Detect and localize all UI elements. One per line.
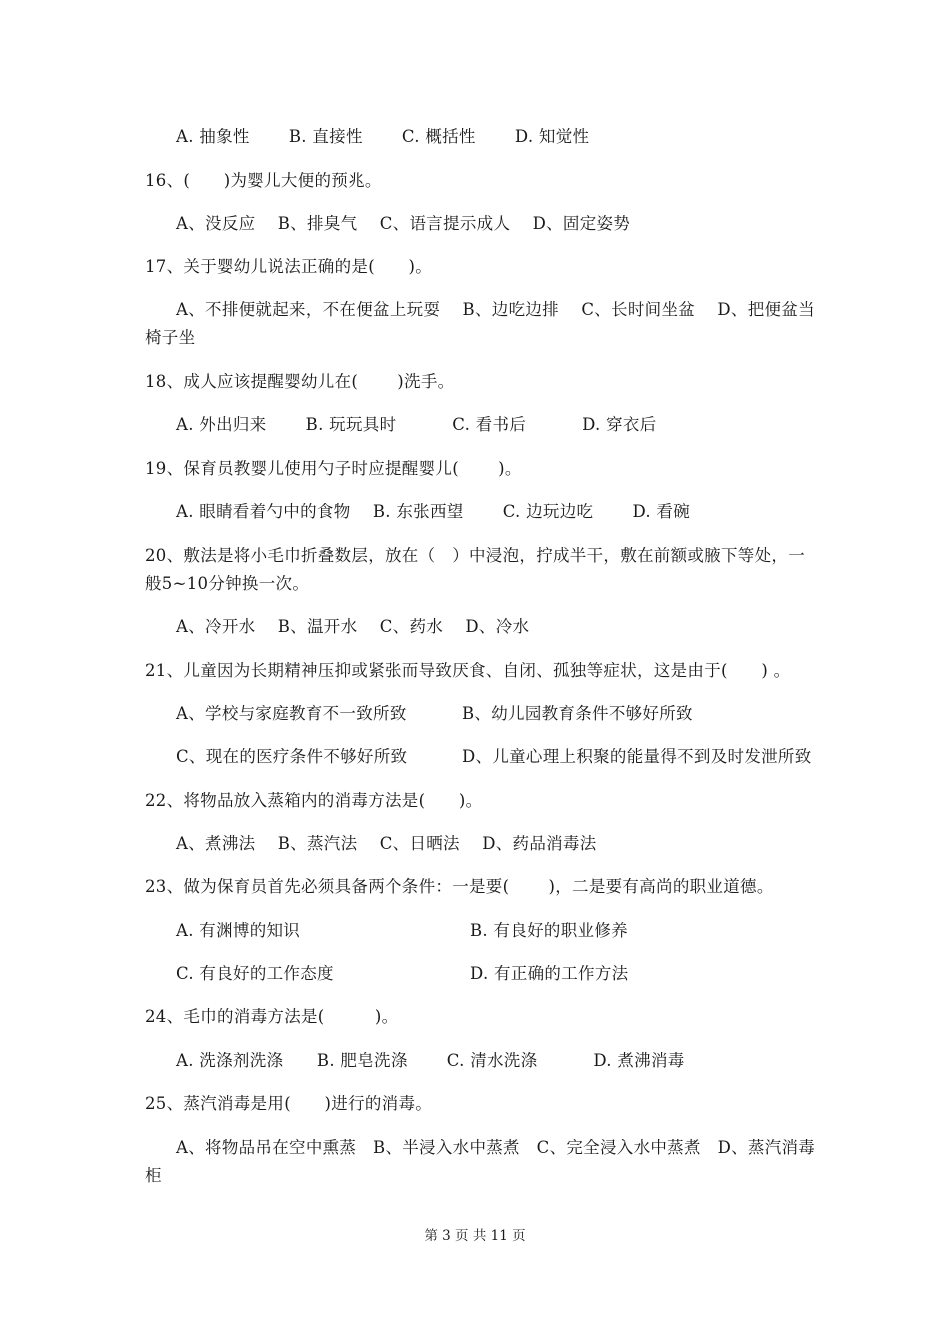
question-21-option-a: A、学校与家庭教育不一致所致 (176, 704, 407, 723)
question-18: 18、成人应该提醒婴幼儿在( )洗手。 (145, 372, 455, 391)
question-19: 19、保育员教婴儿使用勺子时应提醒婴儿( )。 (145, 459, 522, 478)
question-19-options: A. 眼睛看着勺中的食物 B. 东张西望 C. 边玩边吃 D. 看碗 (176, 502, 691, 521)
question-23-option-c: C. 有良好的工作态度 (176, 964, 334, 983)
question-20-continued: 般5~10分钟换一次。 (145, 574, 310, 593)
question-23-option-a: A. 有渊博的知识 (176, 921, 301, 940)
question-25-options-continued: 柜 (145, 1166, 162, 1185)
question-18-options: A. 外出归来 B. 玩玩具时 C. 看书后 D. 穿衣后 (176, 415, 657, 434)
question-21: 21、儿童因为长期精神压抑或紧张而导致厌食、自闭、孤独等症状，这是由于( ) 。 (145, 661, 791, 680)
question-20-options: A、冷开水 B、温开水 C、药水 D、冷水 (176, 617, 530, 636)
question-23: 23、做为保育员首先必须具备两个条件：一是要( )，二是要有高尚的职业道德。 (145, 877, 774, 896)
question-17-options-continued: 椅子坐 (145, 328, 196, 347)
question-22: 22、将物品放入蒸箱内的消毒方法是( )。 (145, 791, 483, 810)
question-17-options: A、不排便就起来，不在便盆上玩耍 B、边吃边排 C、长时间坐盆 D、把便盆当 (176, 300, 815, 319)
question-24-options: A. 洗涤剂洗涤 B. 肥皂洗涤 C. 清水洗涤 D. 煮沸消毒 (176, 1051, 685, 1070)
question-15-options: A. 抽象性 B. 直接性 C. 概括性 D. 知觉性 (176, 127, 590, 146)
question-23-option-b: B. 有良好的职业修养 (470, 921, 628, 940)
question-21-option-c: C、现在的医疗条件不够好所致 (176, 747, 408, 766)
question-16: 16、( )为婴儿大便的预兆。 (145, 171, 382, 190)
page-footer: 第 3 页 共 11 页 (424, 1228, 526, 1244)
question-21-option-b: B、幼儿园教育条件不够好所致 (462, 704, 693, 723)
question-23-option-d: D. 有正确的工作方法 (470, 964, 629, 983)
question-25-options: A、将物品吊在空中熏蒸 B、半浸入水中蒸煮 C、完全浸入水中蒸煮 D、蒸汽消毒 (176, 1138, 816, 1157)
question-21-option-d: D、儿童心理上积聚的能量得不到及时发泄所致 (462, 747, 812, 766)
question-20: 20、敷法是将小毛巾折叠数层，放在（ ）中浸泡，拧成半干，敷在前额或腋下等处，一 (145, 546, 805, 565)
question-17: 17、关于婴幼儿说法正确的是( )。 (145, 257, 433, 276)
question-22-options: A、煮沸法 B、蒸汽法 C、日晒法 D、药品消毒法 (176, 834, 597, 853)
question-25: 25、蒸汽消毒是用( )进行的消毒。 (145, 1094, 433, 1113)
question-16-options: A、没反应 B、排臭气 C、语言提示成人 D、固定姿势 (176, 214, 631, 233)
question-24: 24、毛巾的消毒方法是( )。 (145, 1007, 399, 1026)
